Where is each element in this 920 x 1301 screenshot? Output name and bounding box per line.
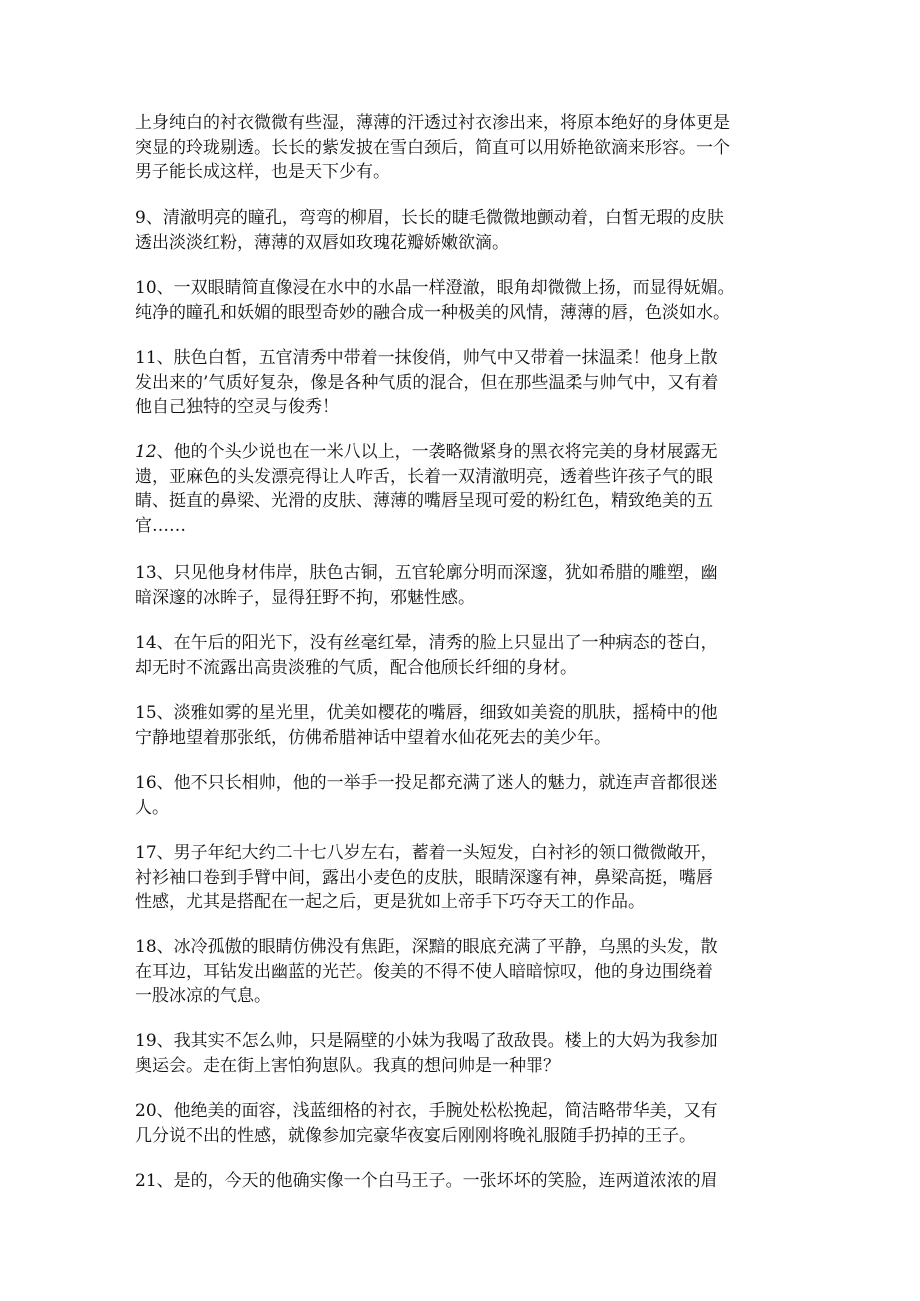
text-line: 性感，尤其是搭配在一起之后，更是犹如上帝手下巧夺天工的作品。 — [135, 892, 645, 913]
paragraph-number: 12 — [135, 442, 157, 462]
text-line: 他自己独特的空灵与俊秀！ — [135, 397, 339, 418]
paragraph-14 — [135, 631, 718, 680]
text-line: 20、他绝美的面容，浅蓝细格的衬衣，手腕处松松挽起，简洁略带华美，又有 — [135, 1101, 718, 1121]
paragraph-21 — [135, 1169, 718, 1194]
paragraph-continuation — [135, 111, 730, 185]
text-line: 遗，亚麻色的头发漂亮得让人咋舌，长着一双清澈明亮，透着些许孩子气的眼 — [135, 466, 713, 487]
paragraph-10 — [135, 276, 735, 325]
text-line: 14、在午后的阳光下，没有丝毫红晕，清秀的脸上只显出了一种病态的苍白， — [135, 633, 718, 653]
paragraph-18 — [135, 935, 718, 1009]
text-line: 发出来的’气质好复杂，像是各种气质的混合，但在那些温柔与帅气中，又有着 — [135, 372, 719, 393]
text-line: 10、一双眼睛简直像浸在水中的水晶一样澄澈，眼角却微微上扬，而显得妩媚。 — [135, 278, 735, 298]
paragraph-11 — [135, 346, 718, 420]
text-line: 9、清澈明亮的瞳孔，弯弯的柳眉，长长的睫毛微微地颤动着，白皙无瑕的皮肤 — [135, 208, 724, 228]
text-line: 上身纯白的衬衣微微有些湿，薄薄的汗透过衬衣渗出来，将原本绝好的身体更是 — [135, 113, 730, 133]
text-line: 16、他不只长相帅，他的一举手一投足都充满了迷人的魅力，就连声音都很迷 — [135, 773, 718, 793]
paragraph-13 — [135, 561, 718, 610]
text-line: 13、只见他身材伟岸，肤色古铜，五官轮廓分明而深邃，犹如希腊的雕塑，幽 — [135, 563, 718, 583]
text-line: 一股冰凉的气息。 — [135, 986, 271, 1007]
paragraph-16 — [135, 771, 718, 820]
paragraph-20 — [135, 1099, 718, 1148]
text-line: 透出淡淡红粉，薄薄的双唇如玫瑰花瓣娇嫩欲滴。 — [135, 232, 509, 253]
text-line: 21、是的，今天的他确实像一个白马王子。一张坏坏的笑脸，连两道浓浓的眉 — [135, 1171, 718, 1191]
paragraph-17 — [135, 841, 718, 915]
text-line: 人。 — [135, 797, 169, 818]
text-line: 睛、挺直的鼻梁、光滑的皮肤、薄薄的嘴唇呈现可爱的粉红色，精致绝美的五 — [135, 491, 713, 512]
text-line: 19、我其实不怎么帅，只是隔壁的小妹为我喝了敌敌畏。楼上的大妈为我参加 — [135, 1031, 718, 1051]
paragraph-19 — [135, 1029, 718, 1078]
paragraph-9 — [135, 206, 724, 255]
text-line: 17、男子年纪大约二十七八岁左右，蓄着一头短发，白衬衫的领口微微敞开， — [135, 843, 718, 863]
text-line: 几分说不出的性感，就像参加完豪华夜宴后刚刚将晚礼服随手扔掉的王子。 — [135, 1125, 696, 1146]
text-line — [135, 440, 718, 465]
text-line: 在耳边，耳钻发出幽蓝的光芒。俊美的不得不使人暗暗惊叹，他的身边围绕着 — [135, 961, 713, 982]
text-line: 纯净的瞳孔和妖媚的眼型奇妙的融合成一种极美的风情，薄薄的唇，色淡如水。 — [135, 302, 730, 323]
text-line: 男子能长成这样，也是天下少有。 — [135, 162, 390, 183]
text-line: 暗深邃的冰眸子，显得狂野不拘，邪魅性感。 — [135, 587, 475, 608]
text-line: 18、冰冷孤傲的眼睛仿佛没有焦距，深黯的眼底充满了平静，乌黑的头发，散 — [135, 937, 718, 957]
text-line: 奥运会。走在街上害怕狗崽队。我真的想问帅是一种罪？ — [135, 1055, 560, 1076]
text-line: 衬衫袖口卷到手臂中间，露出小麦色的皮肤，眼睛深邃有神，鼻梁高挺，嘴唇 — [135, 867, 713, 888]
text-line-rest: 、他的个头少说也在一米八以上，一袭略微紧身的黑衣将完美的身材展露无 — [156, 442, 718, 462]
text-line: 宁静地望着那张纸，仿佛希腊神话中望着水仙花死去的美少年。 — [135, 727, 611, 748]
text-line: 却无时不流露出高贵淡雅的气质，配合他颀长纤细的身材。 — [135, 657, 577, 678]
text-line: 官…… — [135, 515, 186, 536]
text-line: 15、淡雅如雾的星光里，优美如樱花的嘴唇，细致如美瓷的肌肤，摇椅中的他 — [135, 703, 718, 723]
paragraph-15 — [135, 701, 718, 750]
paragraph-12 — [135, 440, 718, 538]
text-line: 突显的玲珑剔透。长长的紫发披在雪白颈后，简直可以用娇艳欲滴来形容。一个 — [135, 137, 730, 158]
text-line: 11、肤色白皙，五官清秀中带着一抹俊俏，帅气中又带着一抹温柔！他身上散 — [135, 348, 718, 368]
